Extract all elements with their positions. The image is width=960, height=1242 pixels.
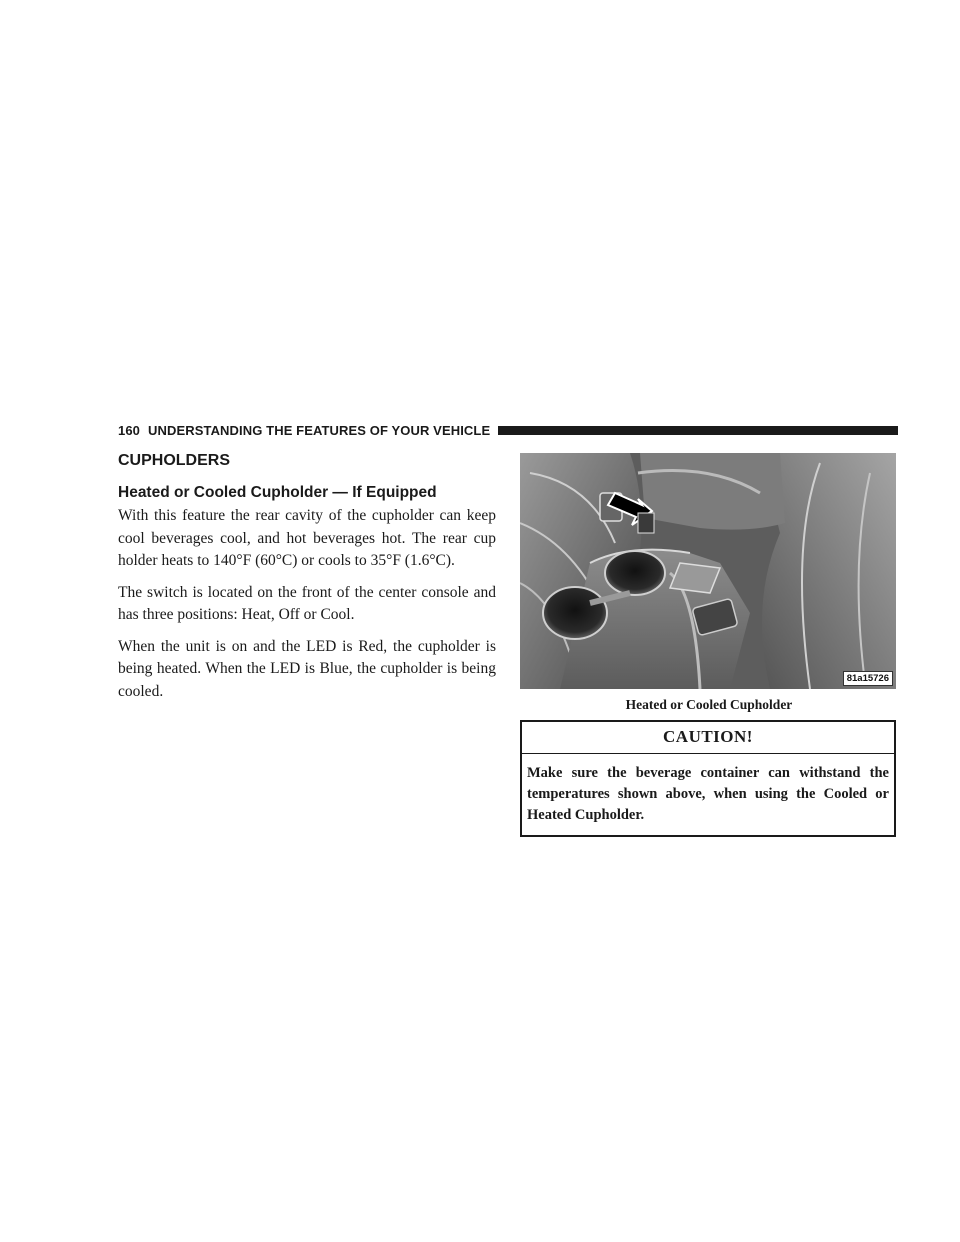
sub-title: Heated or Cooled Cupholder — If Equipped <box>118 484 437 501</box>
caution-title: CAUTION! <box>522 722 894 754</box>
cupholder-illustration <box>520 453 896 689</box>
paragraph-led: When the unit is on and the LED is Red, the cupholder is being heated. When the LED is Blue, the cupholder is being cooled. <box>118 637 496 700</box>
cupholder-drawing <box>520 453 896 689</box>
paragraph-feature: With this feature the rear cavity of the cupholder can keep cool beverages cool, and hot beverages hot. The rear cup holder heats to 140°F (60°C) or cools to 35°F (1.6°C). <box>118 507 496 569</box>
section-title: CUPHOLDERS <box>118 452 231 469</box>
caution-box <box>520 720 896 837</box>
header-rule <box>498 426 898 435</box>
figure-id-label: 81a15726 <box>843 671 893 686</box>
figure-column <box>520 453 898 837</box>
header-title: UNDERSTANDING THE FEATURES OF YOUR VEHICLE <box>148 422 491 438</box>
page-number: 160 <box>118 422 140 438</box>
figure-caption: Heated or Cooled Cupholder <box>625 697 793 712</box>
caution-body: Make sure the beverage container can withstand the temperatures shown above, when using the Cooled or Heated Cupholder. <box>527 765 889 823</box>
page-header <box>118 421 898 439</box>
main-text-column <box>118 452 496 712</box>
paragraph-switch: The switch is located on the front of the center console and has three positions: Heat, Off or Cool. <box>118 583 496 623</box>
